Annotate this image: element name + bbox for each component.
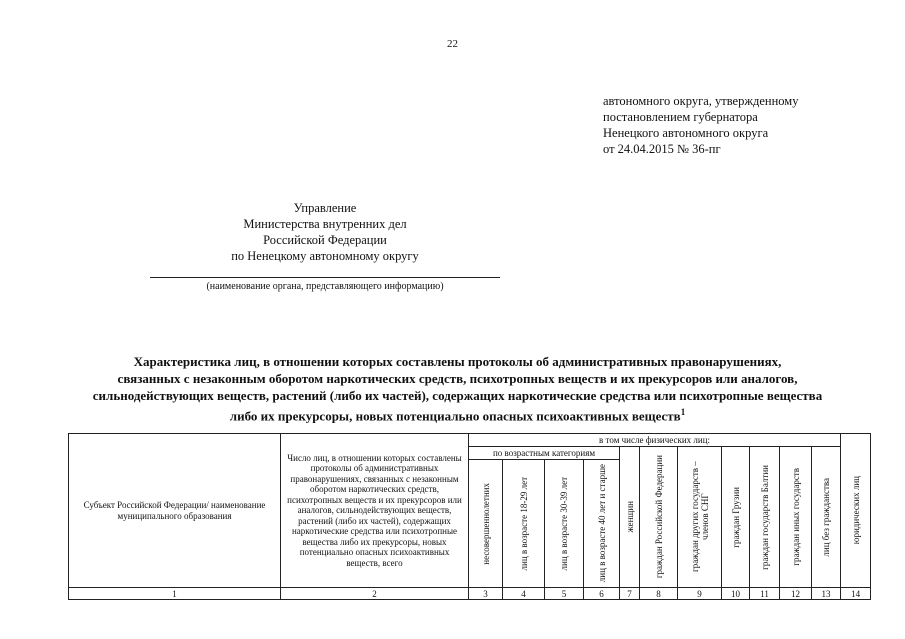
title-line: Характеристика лиц, в отношении которых составлены протоколы об административных правонарушениях,: [133, 354, 782, 369]
column-number-row: [69, 588, 871, 600]
title-line: связанных с незаконным оборотом наркотических средств, психотропных веществ и их прекурсоров или аналогов,: [117, 371, 798, 386]
approval-line: от 24.04.2015 № 36-пг: [603, 142, 721, 156]
header-minors: несовершеннолетних: [480, 482, 491, 565]
column-number: 9: [678, 588, 722, 600]
header-age-cell: [503, 460, 545, 588]
header-women: женщин: [624, 501, 635, 533]
header-age-cell: [545, 460, 584, 588]
header-total-persons: Число лиц, в отношении которых составлены протоколы об административных правонарушениях, связанных с незаконным оборотом наркотических средств, психотропных веществ и их прекурсоров или аналогов, сильнодействующих веществ, растений (либо их частей), содержащих наркотические средства или психотропные вещества либо их прекурсоры, новых потенциально опасных психоактивных веществ, всего: [281, 434, 469, 588]
header-age-18-29: лиц в возрасте 18-29 лет: [518, 476, 529, 571]
organization-block: [180, 200, 470, 264]
title-line-last: [60, 404, 855, 424]
header-age-categories: по возрастным категориям: [469, 447, 620, 460]
header-other-cell: [812, 447, 841, 588]
column-number: 6: [584, 588, 620, 600]
header-other-cell: [780, 447, 812, 588]
column-number: 8: [640, 588, 678, 600]
organization-caption: (наименование органа, представляющего информацию): [206, 281, 444, 292]
organization-line: Министерства внутренних дел: [243, 217, 407, 231]
column-number: 11: [750, 588, 780, 600]
header-other-cell: [640, 447, 678, 588]
header-age-30-39: лиц в возрасте 30-39 лет: [559, 476, 569, 571]
organization-line: Управление: [293, 201, 357, 215]
page-number: 22: [447, 38, 458, 50]
document-title: [60, 353, 855, 424]
header-legal-entities-cell: [841, 434, 871, 588]
title-footnote-mark: 1: [680, 407, 686, 417]
title-line: сильнодействующих веществ, растений (либо их частей), содержащих наркотические средства или психотропные вещества: [92, 388, 823, 403]
header-other-cell: [750, 447, 780, 588]
approval-line: постановлением губернатора: [603, 110, 758, 124]
header-other-cell: [722, 447, 750, 588]
column-number: 13: [812, 588, 841, 600]
header-physical-persons: в том числе физических лиц:: [469, 434, 841, 447]
organization-underline: [150, 277, 500, 278]
title-line: либо их прекурсоры, новых потенциально опасных психоактивных веществ: [229, 408, 681, 424]
header-age-40-plus: лиц в возрасте 40 лет и старше: [596, 464, 607, 583]
column-number: 14: [841, 588, 871, 600]
header-stateless-persons: лиц без гражданства: [821, 477, 832, 557]
column-number: 4: [503, 588, 545, 600]
header-age-cell: [469, 460, 503, 588]
header-other-cell: [620, 447, 640, 588]
header-baltic-citizens: граждан государств Балтии: [759, 464, 770, 570]
column-number: 3: [469, 588, 503, 600]
header-legal-entities: юридических лиц: [850, 476, 861, 545]
header-other-cell: [678, 447, 722, 588]
column-number: 7: [620, 588, 640, 600]
header-age-cell: [584, 460, 620, 588]
header-subject: Субъект Российской Федерации/ наименование муниципального образования: [69, 434, 281, 588]
column-number: 2: [281, 588, 469, 600]
header-georgia-citizens: граждан Грузии: [730, 486, 741, 548]
organization-line: по Ненецкому автономному округу: [231, 249, 419, 263]
column-number: 1: [69, 588, 281, 600]
organization-line: Российской Федерации: [263, 233, 387, 247]
column-number: 5: [545, 588, 584, 600]
header-other-states-citizens: граждан иных государств: [790, 468, 801, 566]
header-cis-citizens: граждан других государств – членов СНГ: [689, 461, 710, 573]
data-table: [68, 433, 871, 600]
column-number: 12: [780, 588, 812, 600]
approval-line: автономного округа, утвержденному: [603, 94, 799, 108]
header-russian-citizens: граждан Российской Федерации: [653, 455, 664, 579]
column-number: 10: [722, 588, 750, 600]
approval-line: Ненецкого автономного округа: [603, 126, 769, 140]
approval-block: [603, 93, 798, 157]
